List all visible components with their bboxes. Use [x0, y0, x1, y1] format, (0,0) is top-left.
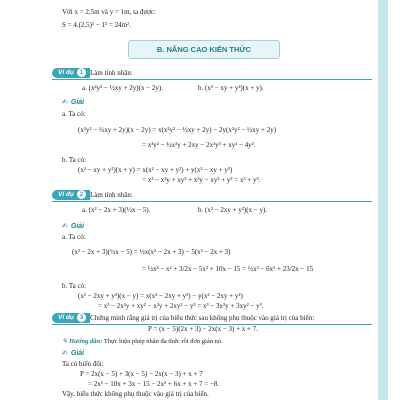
- pen-icon: ✍: [62, 223, 68, 230]
- hint-label: Hướng dẫn:: [69, 338, 103, 345]
- example-1-line-5: (x² − xy + y²)(x + y) = x(x² − xy + y²) + y(x² − xy + y²): [78, 166, 233, 174]
- example-2-part-a: a. (x² − 2x + 3)(½x − 5).: [82, 206, 151, 214]
- example-3-badge: [52, 313, 90, 323]
- example-2-number: 2: [77, 190, 86, 199]
- example-2-badge: [52, 190, 90, 200]
- example-2-line-2: (x² − 2x + 3)(½x − 5) = ½x(x² − 2x + 3) − 5(x² − 2x + 3): [72, 248, 231, 256]
- example-3-hint: [62, 337, 223, 345]
- example-2-prompt: Làm tính nhân:: [90, 191, 133, 199]
- pen-icon: ✍: [62, 350, 68, 357]
- example-3-label: Ví dụ: [58, 314, 74, 321]
- example-1-badge: [52, 68, 90, 78]
- hint-icon: ✎: [62, 338, 68, 345]
- example-2-label: Ví dụ: [58, 191, 74, 198]
- example-2-line-5: (x² − 2xy + y²)(x − y) = x(x² − 2xy + y²) − y(x² − 2xy + y²): [78, 292, 243, 300]
- example-3-line-4: Vậy, biểu thức không phụ thuộc vào giá trị của biến.: [62, 390, 209, 398]
- example-2-part-b: b. (x² − 2xy + y²)(x − y).: [198, 206, 268, 214]
- pen-icon: ✍: [62, 99, 68, 106]
- example-2-line-1: a. Ta có:: [62, 233, 86, 241]
- section-header: B. NÂNG CAO KIẾN THỨC: [128, 40, 280, 59]
- example-1-solution-heading: ✍ Giải: [62, 99, 85, 106]
- example-1-number: 1: [77, 68, 86, 77]
- example-1-line-1: a. Ta có:: [62, 110, 86, 118]
- hint-text: Thực hiện phép nhân đa thức rồi đơn giản nó.: [103, 338, 223, 345]
- example-1-line-4: b. Ta có:: [62, 156, 87, 164]
- example-1-line-6: = x³ − x²y + xy² + x²y − xy² + y³ = x³ + y³.: [142, 176, 261, 184]
- example-1-part-b: b. (x² − xy + y²)(x + y).: [198, 84, 264, 92]
- example-3-line-3: = 2x² − 10x + 3x − 15 − 2x² + 6x + x + 7 = −8.: [88, 380, 220, 388]
- example-2-line-6: = x³ − 2x²y + xy² − x²y + 2xy² − y³ = x³ − 3x²y + 3xy² − y³.: [98, 302, 264, 310]
- example-1-prompt: Làm tính nhân:: [90, 69, 133, 77]
- example-2-solution-heading: ✍ Giải: [62, 223, 85, 230]
- example-1-underline: [52, 79, 372, 80]
- example-1-part-a: a. (x²y² − ½xy + 2y)(x − 2y).: [82, 84, 163, 92]
- example-3-number: 3: [77, 313, 86, 322]
- intro-line-1: Với x = 2,5m và y = 1m, ta được:: [62, 8, 156, 16]
- example-1-label: Ví dụ: [58, 69, 74, 76]
- example-1-line-3: = x³y² − ½x²y + 2xy − 2x²y³ + xy² − 4y².: [142, 141, 256, 149]
- example-3-prompt: Chứng minh rằng giá trị của biểu thức sau không phụ thuộc vào giá trị của biến:: [90, 314, 315, 322]
- example-3-line-2: P = 2x(x − 5) + 3(x − 5) − 2x(x − 3) + x + 7: [80, 370, 203, 378]
- example-3-expression: P = (x − 5)(2x + 3) − 2x(x − 3) + x + 7.: [148, 325, 259, 333]
- example-1-line-2: (x²y² − ½xy + 2y)(x − 2y) = x(x²y² − ½xy + 2y) − 2y(x²y² − ½xy + 2y): [78, 126, 277, 134]
- example-2-underline: [52, 201, 372, 202]
- example-3-solution-heading: ✍ Giải: [62, 350, 85, 357]
- example-2-line-4: b. Ta có:: [62, 282, 87, 290]
- page-side-rule: [378, 0, 388, 400]
- example-2-line-3: = ½x³ − x² + 3/2x − 5x² + 10x − 15 = ½x³ − 6x² + 23/2x − 15: [142, 265, 314, 273]
- example-3-line-1: Ta có biến đổi:: [62, 360, 104, 368]
- intro-line-2: S = 4.(2,5)² − 1² = 24m².: [62, 21, 131, 29]
